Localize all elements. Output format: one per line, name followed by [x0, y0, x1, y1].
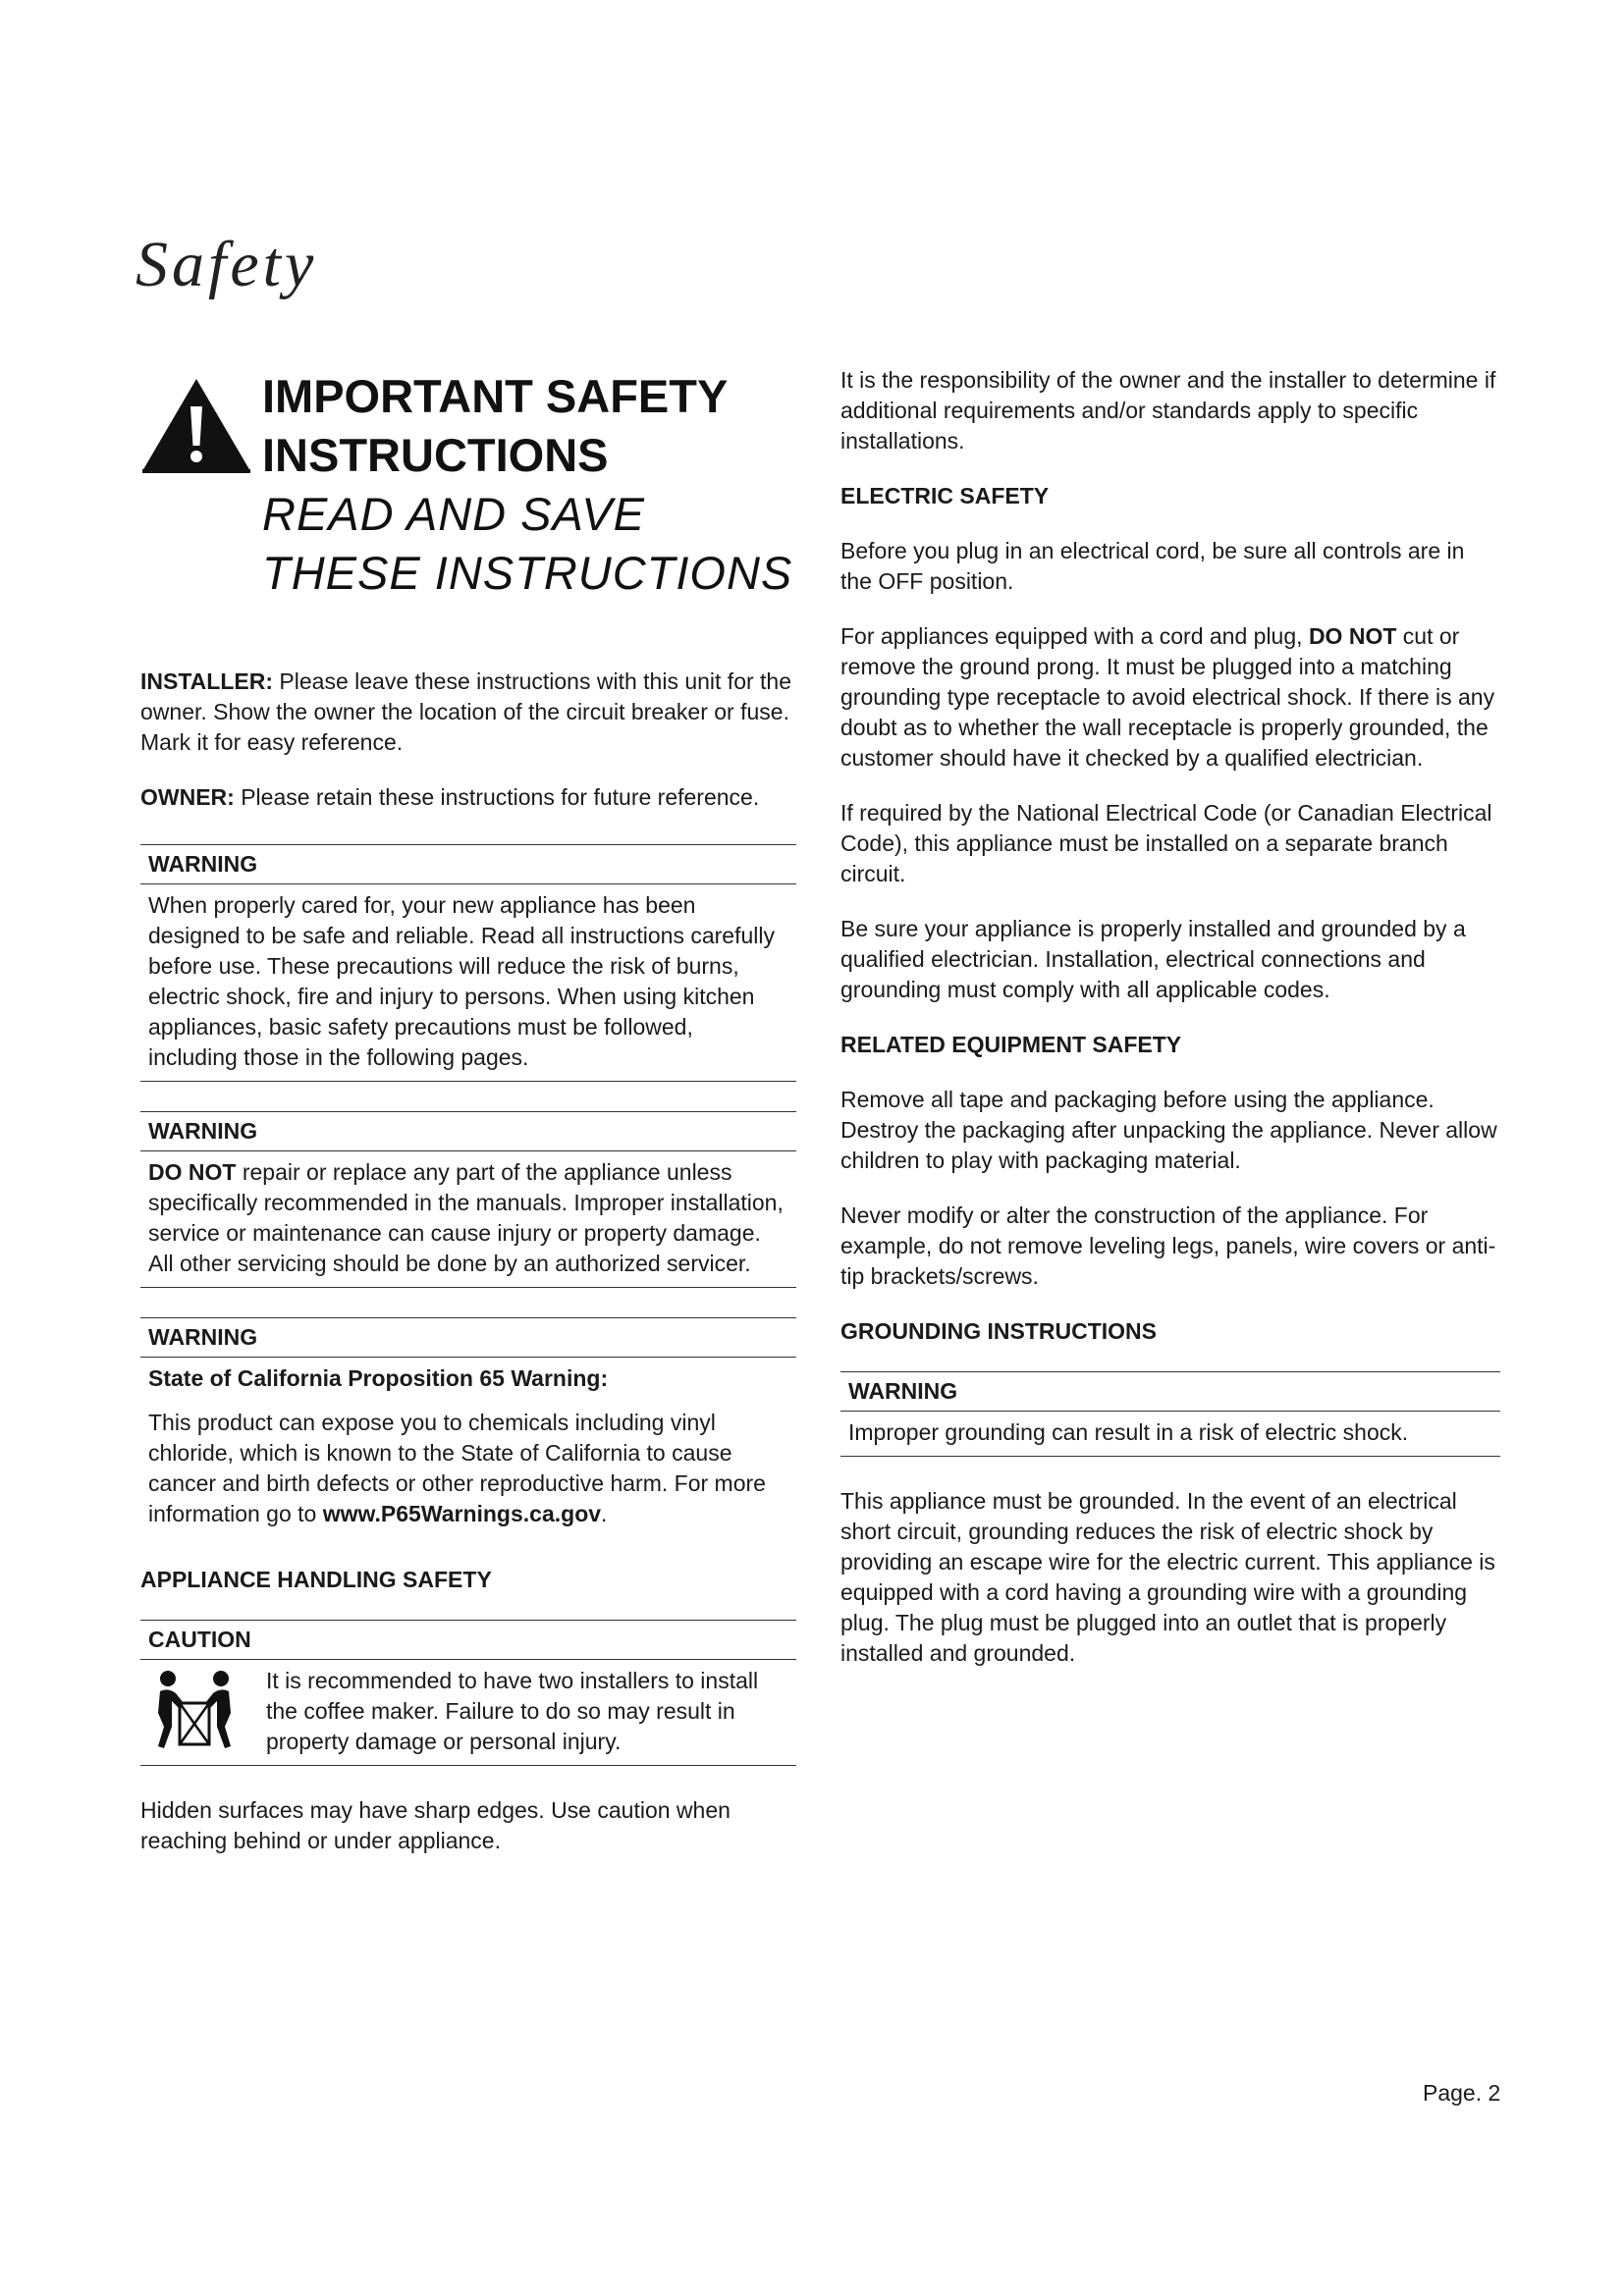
warning-body	[840, 1412, 1500, 1456]
heading-line-3: READ AND SAVE	[262, 488, 645, 540]
owner-paragraph	[140, 782, 796, 813]
heading-line-1: IMPORTANT SAFETY	[262, 370, 729, 422]
related-equipment-title: RELATED EQUIPMENT SAFETY	[840, 1032, 1182, 1057]
electric-safety-title: ELECTRIC SAFETY	[840, 483, 1050, 508]
page-number: Page. 2	[1423, 2080, 1501, 2106]
warning-title: WARNING	[140, 1112, 796, 1151]
electric-paragraph-1: Before you plug in an electrical cord, be sure all controls are in the OFF position.	[840, 538, 1465, 594]
safety-heading	[140, 365, 796, 635]
related-paragraph-1: Remove all tape and packaging before using the appliance. Destroy the packaging after unpacking the appliance. Never allow children to play with packaging material.	[840, 1087, 1497, 1173]
warning-box-repair	[140, 1111, 796, 1288]
heading-line-4: THESE INSTRUCTIONS	[262, 547, 793, 599]
warning-title: WARNING	[840, 1372, 1500, 1412]
warning-text: When properly cared for, your new appliance has been designed to be safe and reliable. Read all instructions carefully before use. These precautions will reduce the risk of burns, electric shock, fire and injury to persons. When using kitchen appliances, basic safety precautions must be followed, including those in the following pages.	[148, 892, 775, 1070]
warning-box-general	[140, 844, 796, 1082]
appliance-handling-title: APPLIANCE HANDLING SAFETY	[140, 1567, 492, 1592]
electric-paragraph-4: Be sure your appliance is properly installed and grounded by a qualified electrician. Installation, electrical connections and grounding must comply with all applicable codes.	[840, 916, 1466, 1002]
owner-text: Please retain these instructions for future reference.	[234, 784, 760, 810]
responsibility-paragraph: It is the responsibility of the owner and the installer to determine if additional requirements and/or standards apply to specific installations.	[840, 367, 1496, 454]
electric-p2-post: cut or remove the ground prong. It must be plugged into a matching grounding type receptacle to avoid electrical shock. If there is any doubt as to whether the wall receptacle is properly grounded, the customer should have it checked by a qualified electrician.	[840, 623, 1495, 771]
related-paragraph-2: Never modify or alter the construction of the appliance. For example, do not remove leveling legs, panels, wire covers or anti-tip brackets/screws.	[840, 1202, 1496, 1289]
caution-title: CAUTION	[140, 1621, 796, 1660]
owner-label: OWNER:	[140, 784, 235, 810]
warning-body	[140, 884, 796, 1081]
left-column	[140, 365, 796, 1856]
caution-body	[140, 1660, 796, 1765]
grounding-paragraph: This appliance must be grounded. In the event of an electrical short circuit, grounding reduces the risk of electric shock by providing an escape wire for the electric current. This appliance is equipped with a cord having a grounding wire with a grounding plug. The plug must be plugged into an outlet that is properly installed and grounded.	[840, 1488, 1495, 1666]
warning-repair-text: repair or replace any part of the appliance unless specifically recommended in the manuals. Improper installation, service or maintenance can cause injury or property damage. All other servicing should be done by an authorized servicer.	[148, 1159, 784, 1276]
grounding-warning-box	[840, 1371, 1500, 1457]
heading-line-2: INSTRUCTIONS	[262, 429, 609, 481]
do-not-label: DO NOT	[148, 1159, 237, 1185]
prop65-text	[148, 1408, 788, 1529]
warning-title: WARNING	[140, 845, 796, 884]
electric-paragraph-2	[840, 621, 1500, 774]
installer-label: INSTALLER:	[140, 668, 274, 694]
grounding-title: GROUNDING INSTRUCTIONS	[840, 1318, 1157, 1344]
electric-p2-pre: For appliances equipped with a cord and plug,	[840, 623, 1309, 649]
grounding-warning-text: Improper grounding can result in a risk of electric shock.	[848, 1419, 1409, 1445]
installer-text: Please leave these instructions with this unit for the owner. Show the owner the location of the circuit breaker or fuse. Mark it for easy reference.	[140, 668, 792, 755]
caution-box	[140, 1620, 796, 1766]
do-not-label: DO NOT	[1308, 623, 1397, 649]
prop65-link[interactable]: www.P65Warnings.ca.gov	[322, 1501, 602, 1526]
page-title: Safety	[135, 229, 318, 300]
sharp-edges-paragraph: Hidden surfaces may have sharp edges. Use caution when reaching behind or under appliance.	[140, 1797, 731, 1853]
prop65-link-suffix: .	[601, 1501, 608, 1526]
electric-paragraph-3: If required by the National Electrical Code (or Canadian Electrical Code), this appliance must be installed on a separate branch circuit.	[840, 800, 1492, 886]
warning-body	[140, 1358, 796, 1537]
prop65-subtitle: State of California Proposition 65 Warning:	[148, 1365, 609, 1391]
caution-text: It is recommended to have two installers to install the coffee maker. Failure to do so may result in property damage or personal injury.	[266, 1668, 759, 1754]
heading-text	[262, 367, 792, 603]
warning-triangle-icon	[140, 377, 252, 475]
two-person-lift-icon	[154, 1670, 235, 1752]
prop65-body: This product can expose you to chemicals including vinyl chloride, which is known to the State of California to cause cancer and birth defects or other reproductive harm. For more information go to	[148, 1410, 766, 1526]
warning-body	[140, 1151, 796, 1287]
warning-text	[148, 1157, 788, 1279]
warning-title: WARNING	[140, 1318, 796, 1358]
installer-paragraph	[140, 667, 796, 758]
right-column	[840, 365, 1500, 1669]
warning-box-prop65	[140, 1317, 796, 1537]
